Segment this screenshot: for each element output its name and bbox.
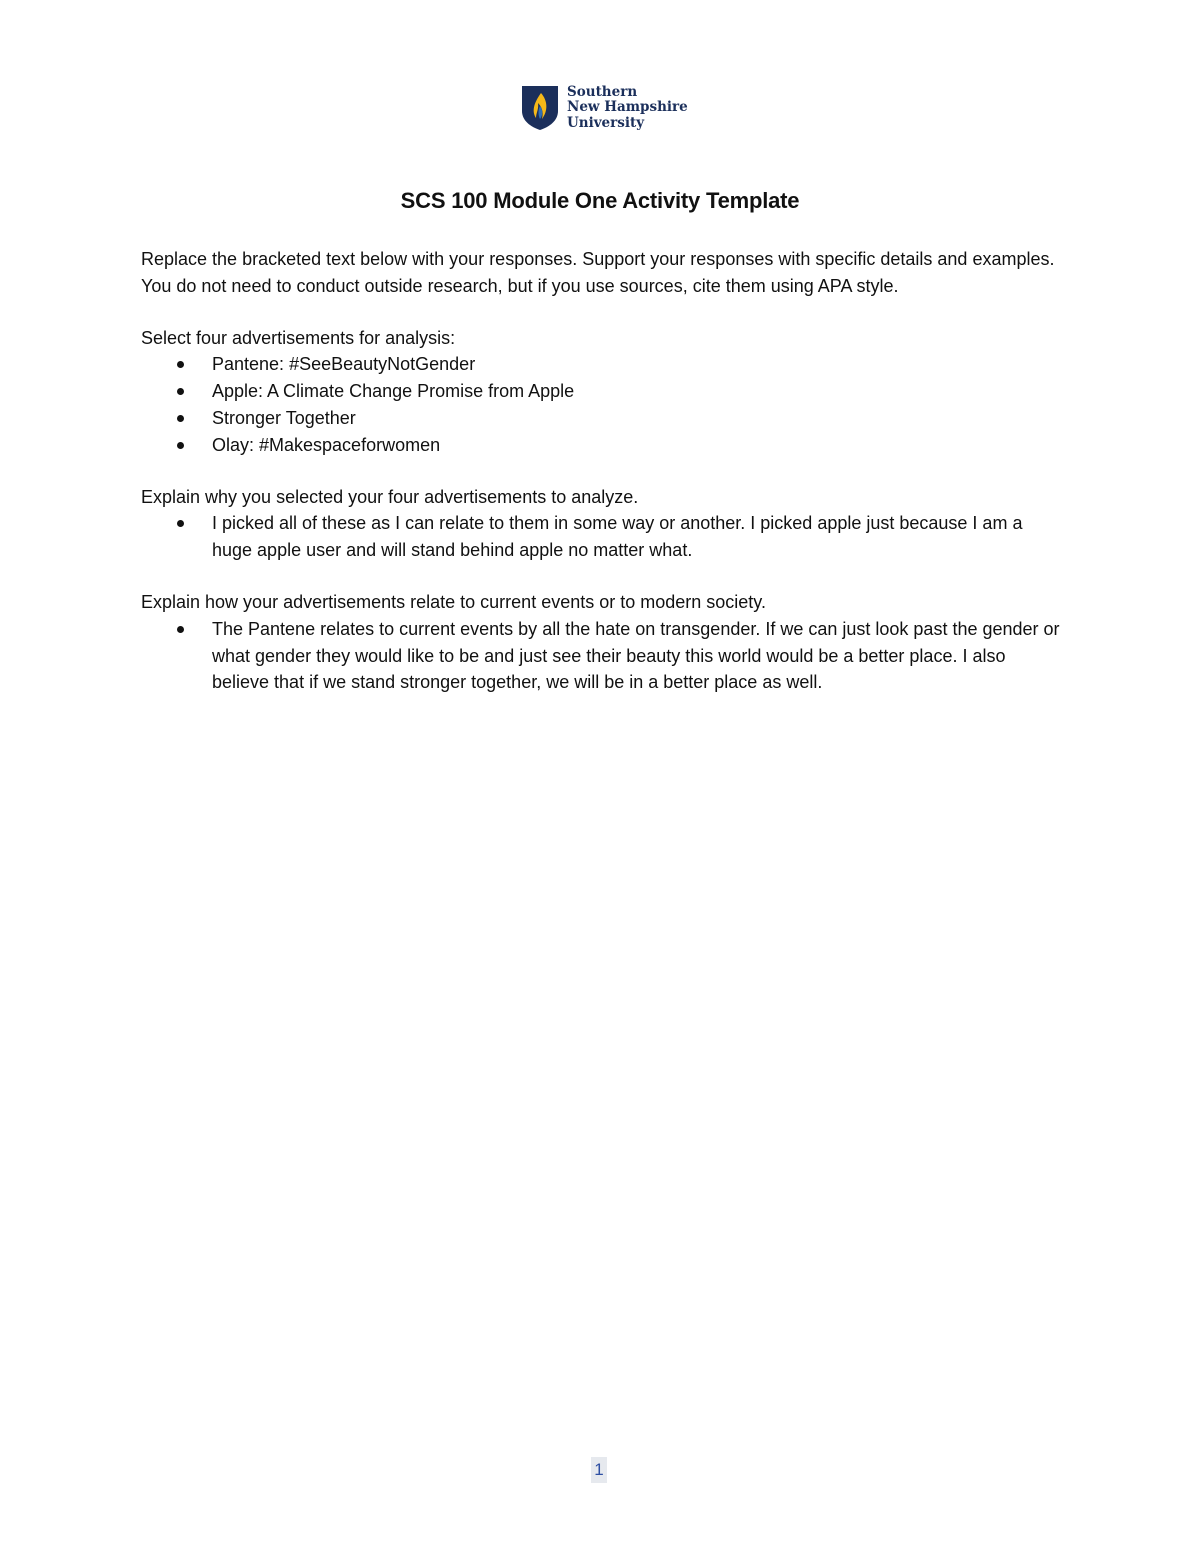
advertisement-list — [141, 351, 1061, 458]
list-item: Stronger Together — [141, 405, 1061, 432]
list-item: Apple: A Climate Change Promise from Apple — [141, 378, 1061, 405]
section-prompt: Select four advertisements for analysis: — [141, 327, 456, 348]
page-number: 1 — [591, 1457, 607, 1483]
list-item: Olay: #Makespaceforwomen — [141, 432, 1061, 459]
logo-line-3: University — [567, 114, 645, 131]
logo-wordmark — [567, 85, 688, 132]
document-body — [141, 246, 1061, 696]
list-item: Pantene: #SeeBeautyNotGender — [141, 351, 1061, 378]
university-logo — [521, 84, 688, 132]
logo-line-1: Southern — [567, 83, 638, 100]
list-item: I picked all of these as I can relate to them in some way or another. I picked apple just because I am a huge apple user and will stand behind apple no matter what. — [141, 510, 1061, 564]
list-item: The Pantene relates to current events by all the hate on transgender. If we can just look past the gender or what gender they would like to be and just see their beauty this world would be a better place. I also believe that if we stand stronger together, we will be in a better place as well. — [141, 616, 1061, 696]
document-title: SCS 100 Module One Activity Template — [400, 188, 800, 213]
section-prompt: Explain how your advertisements relate to current events or to modern society. — [141, 591, 766, 612]
flame-shield-icon — [521, 85, 559, 131]
section-prompt: Explain why you selected your four advertisements to analyze. — [141, 486, 639, 507]
logo-line-2: New Hampshire — [567, 99, 688, 116]
instructions-paragraph: Replace the bracketed text below with your responses. Support your responses with specific details and examples. You do not need to conduct outside research, but if you use sources, cite them using APA style. — [141, 249, 1055, 296]
selection-reason-list — [141, 510, 1061, 564]
relevance-list — [141, 616, 1061, 696]
